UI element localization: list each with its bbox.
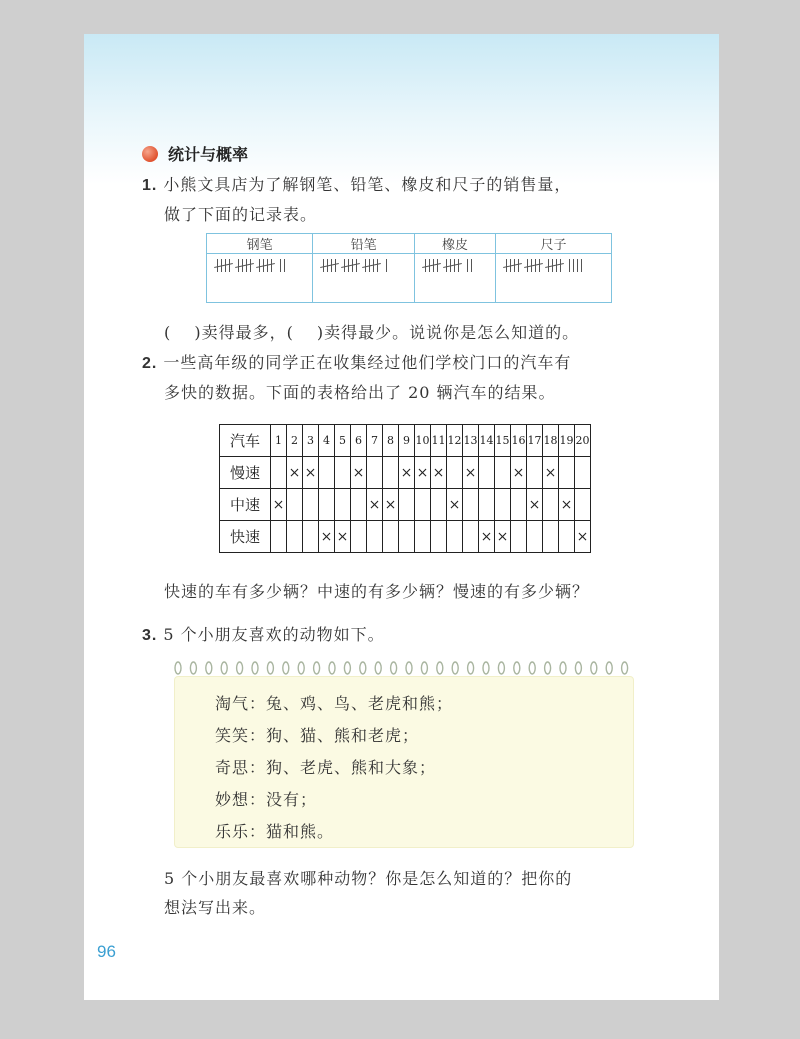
empty-cell: [287, 521, 303, 553]
tally-group-icon: [323, 259, 336, 272]
car-number-cell: 13: [463, 425, 479, 457]
question-2-line-1: 一些高年级的同学正在收集经过他们学校门口的汽车有: [163, 353, 572, 372]
empty-cell: [319, 489, 335, 521]
sales-record-table: [206, 233, 612, 303]
note-item-4: 妙想：没有；: [215, 790, 318, 809]
tally-group-icon: [259, 259, 272, 272]
tally-mark-cell: ×: [575, 521, 591, 553]
car-speed-table: [219, 424, 591, 553]
empty-cell: [383, 457, 399, 489]
empty-cell: [415, 489, 431, 521]
question-2-question: 快速的车有多少辆？中速的有多少辆？慢速的有多少辆？: [164, 582, 590, 601]
empty-cell: [543, 521, 559, 553]
note-item-3: 奇思：狗、老虎、熊和大象；: [215, 758, 437, 777]
section-heading: [142, 142, 248, 165]
empty-cell: [271, 521, 287, 553]
empty-cell: [287, 489, 303, 521]
empty-cell: [495, 489, 511, 521]
tally-group-icon: [506, 259, 519, 272]
car-number-cell: 11: [431, 425, 447, 457]
tally-mark-cell: ×: [511, 457, 527, 489]
tally-mark-cell: ×: [543, 457, 559, 489]
tally-group-icon: [386, 259, 387, 272]
empty-cell: [447, 457, 463, 489]
textbook-page: [84, 34, 719, 1000]
empty-cell: [399, 521, 415, 553]
empty-cell: [335, 457, 351, 489]
sales-tally-cell: [414, 254, 495, 303]
question-3-question: [164, 864, 572, 922]
question-3-question-line-1: 5 个小朋友最喜欢哪种动物？你是怎么知道的？把你的: [164, 869, 573, 888]
empty-cell: [271, 457, 287, 489]
question-1-line-1: 小熊文具店为了解钢笔、铅笔、橡皮和尺子的销售量，: [163, 175, 572, 194]
car-number-cell: 3: [303, 425, 319, 457]
question-3-question-line-2: 想法写出来。: [164, 898, 267, 917]
car-number-cell: 18: [543, 425, 559, 457]
speed-row-label: 慢速: [220, 457, 271, 489]
car-number-cell: 15: [495, 425, 511, 457]
tally-mark-cell: ×: [447, 489, 463, 521]
car-header-label: 汽车: [220, 425, 271, 457]
car-number-cell: 19: [559, 425, 575, 457]
empty-cell: [527, 521, 543, 553]
tally-group-icon: [217, 259, 230, 272]
car-number-cell: 6: [351, 425, 367, 457]
tally-mark-cell: ×: [367, 489, 383, 521]
question-1: [142, 170, 571, 229]
tally-group-icon: [548, 259, 561, 272]
tally-mark-cell: ×: [383, 489, 399, 521]
tally-group-icon: [344, 259, 357, 272]
empty-cell: [303, 489, 319, 521]
empty-cell: [351, 521, 367, 553]
empty-cell: [511, 521, 527, 553]
empty-cell: [431, 521, 447, 553]
car-number-cell: 20: [575, 425, 591, 457]
tally-group-icon: [569, 259, 582, 272]
question-3-number: 3.: [142, 627, 158, 644]
question-2: [142, 348, 571, 407]
sales-column-header: 钢笔: [207, 234, 313, 254]
tally-group-icon: [527, 259, 540, 272]
tally-mark-cell: ×: [463, 457, 479, 489]
tally-group-icon: [365, 259, 378, 272]
empty-cell: [575, 489, 591, 521]
question-2-line-2: 多快的数据。下面的表格给出了 20 辆汽车的结果。: [164, 383, 556, 402]
question-1-number: 1.: [142, 177, 158, 194]
tally-mark-cell: ×: [335, 521, 351, 553]
tally-mark-cell: ×: [303, 457, 319, 489]
speed-row-label: 快速: [220, 521, 271, 553]
car-number-cell: 5: [335, 425, 351, 457]
car-number-cell: 14: [479, 425, 495, 457]
note-item-1: 淘气：兔、鸡、鸟、老虎和熊；: [215, 694, 454, 713]
tally-mark-cell: ×: [415, 457, 431, 489]
tally-mark-cell: ×: [287, 457, 303, 489]
empty-cell: [463, 521, 479, 553]
empty-cell: [527, 457, 543, 489]
empty-cell: [575, 457, 591, 489]
section-title: 统计与概率: [168, 145, 249, 164]
sales-tally-cell: [313, 254, 415, 303]
question-1-prompt: ( )卖得最多，( )卖得最少。说说你是怎么知道的。: [164, 323, 580, 342]
empty-cell: [559, 521, 575, 553]
tally-mark-cell: ×: [495, 521, 511, 553]
tally-mark-cell: ×: [431, 457, 447, 489]
empty-cell: [559, 457, 575, 489]
empty-cell: [431, 489, 447, 521]
sales-tally-cell: [207, 254, 313, 303]
tally-mark-cell: ×: [559, 489, 575, 521]
bullet-dot-icon: [142, 146, 158, 162]
empty-cell: [367, 457, 383, 489]
tally-mark-cell: ×: [271, 489, 287, 521]
empty-cell: [415, 521, 431, 553]
empty-cell: [463, 489, 479, 521]
empty-cell: [543, 489, 559, 521]
notebook-card: [174, 676, 634, 848]
tally-mark-cell: ×: [399, 457, 415, 489]
car-number-cell: 2: [287, 425, 303, 457]
empty-cell: [479, 489, 495, 521]
car-number-cell: 8: [383, 425, 399, 457]
empty-cell: [479, 457, 495, 489]
car-number-cell: 12: [447, 425, 463, 457]
tally-group-icon: [280, 259, 285, 272]
empty-cell: [367, 521, 383, 553]
empty-cell: [383, 521, 399, 553]
car-number-cell: 4: [319, 425, 335, 457]
tally-group-icon: [238, 259, 251, 272]
tally-mark-cell: ×: [351, 457, 367, 489]
sales-column-header: 橡皮: [414, 234, 495, 254]
tally-mark-cell: ×: [319, 521, 335, 553]
tally-mark-cell: ×: [527, 489, 543, 521]
car-number-cell: 7: [367, 425, 383, 457]
empty-cell: [303, 521, 319, 553]
car-number-cell: 9: [399, 425, 415, 457]
tally-mark-cell: ×: [479, 521, 495, 553]
note-item-5: 乐乐：猫和熊。: [215, 822, 335, 841]
car-number-cell: 17: [527, 425, 543, 457]
empty-cell: [495, 457, 511, 489]
question-3-intro: 5 个小朋友喜欢的动物如下。: [163, 625, 385, 644]
note-item-2: 笑笑：狗、猫、熊和老虎；: [215, 726, 420, 745]
empty-cell: [399, 489, 415, 521]
tally-group-icon: [425, 259, 438, 272]
empty-cell: [511, 489, 527, 521]
speed-row-label: 中速: [220, 489, 271, 521]
question-2-number: 2.: [142, 355, 158, 372]
empty-cell: [335, 489, 351, 521]
car-number-cell: 16: [511, 425, 527, 457]
empty-cell: [319, 457, 335, 489]
question-1-line-2: 做了下面的记录表。: [164, 205, 318, 224]
empty-cell: [351, 489, 367, 521]
car-number-cell: 10: [415, 425, 431, 457]
tally-group-icon: [467, 259, 472, 272]
page-number: 96: [97, 942, 116, 961]
empty-cell: [447, 521, 463, 553]
question-3: [142, 620, 385, 650]
car-number-cell: 1: [271, 425, 287, 457]
tally-group-icon: [446, 259, 459, 272]
sales-column-header: 铅笔: [313, 234, 415, 254]
sales-column-header: 尺子: [496, 234, 612, 254]
sales-tally-cell: [496, 254, 612, 303]
